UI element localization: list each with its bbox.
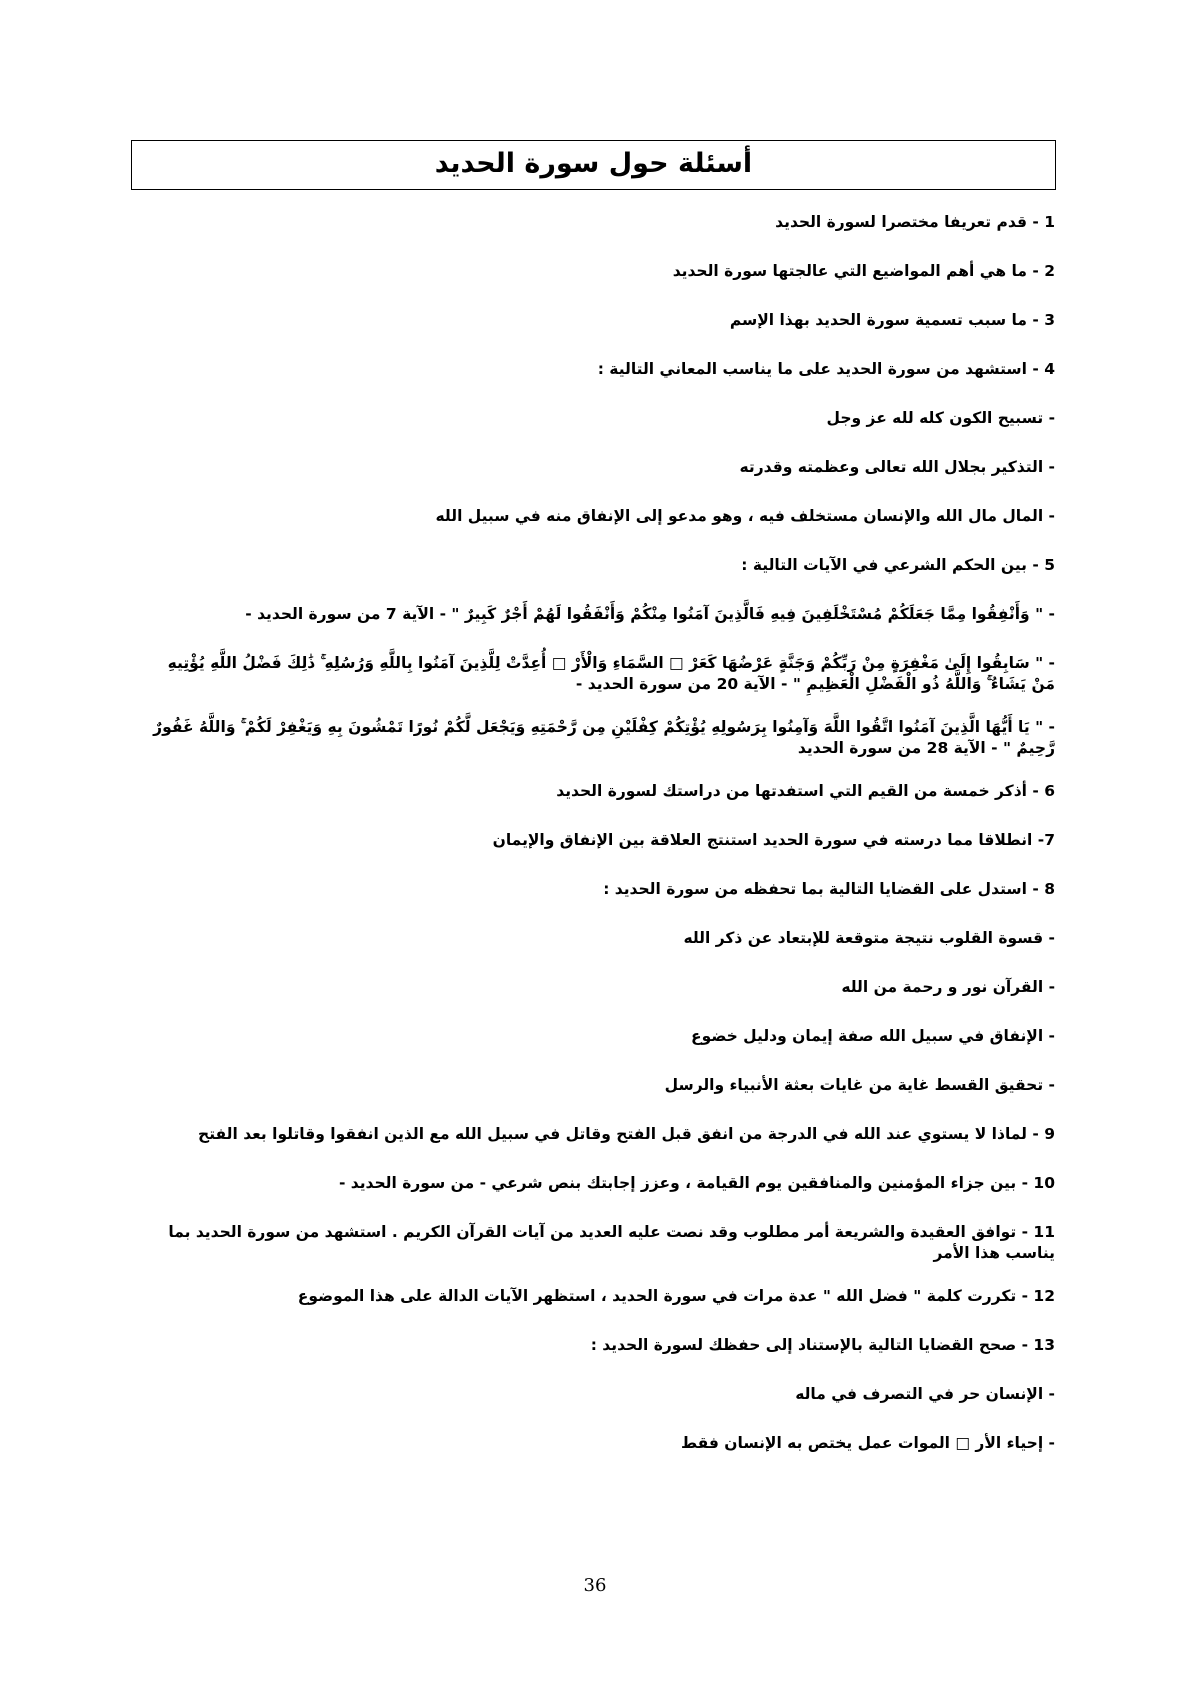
page-title: أسئلة حول سورة الحديد	[131, 140, 1056, 190]
list-item: 1 - قدم تعريفا مختصرا لسورة الحديد	[775, 213, 1055, 231]
list-item: - المال مال الله والإنسان مستخلف فيه ، وهو مدعو إلى الإنفاق منه في سبيل الله	[435, 507, 1055, 525]
list-item: 12 - تكررت كلمة " فضل الله " عدة مرات في سورة الحديد ، استظهر الآيات الدالة على هذا الموضوع	[297, 1287, 1055, 1305]
list-item: 10 - بين جزاء المؤمنين والمنافقين يوم القيامة ، وعزز إجابتك بنص شرعي - من سورة الحديد -	[338, 1174, 1055, 1192]
list-item: 8 - استدل على القضايا التالية بما تحفظه من سورة الحديد :	[603, 880, 1055, 898]
list-item: - تحقيق القسط غاية من غايات بعثة الأنبياء والرسل	[664, 1076, 1055, 1094]
list-item: - الإنسان حر في التصرف في ماله	[795, 1385, 1055, 1403]
page-number: 36	[583, 1575, 607, 1596]
list-item: - الإنفاق في سبيل الله صفة إيمان ودليل خضوع	[691, 1027, 1055, 1045]
list-item: - " يَا أَيُّهَا الَّذِينَ آمَنُوا اتَّقُوا اللَّهَ وَآمِنُوا بِرَسُولِهِ يُؤْتِكُمْ كِفْلَيْنِ مِن رَّحْمَتِهِ وَيَجْعَل لَّكُمْ نُورًا تَمْشُونَ بِهِ وَيَغْفِرْ لَكُمْ ۚ وَاللَّهُ غَفُورٌ رَّحِيمٌ " - الآية 28 من سورة الحديد	[153, 718, 1055, 757]
list-item: - قسوة القلوب نتيجة متوقعة للإبتعاد عن ذكر الله	[683, 929, 1055, 947]
list-item: - " وَأَنْفِقُوا مِمَّا جَعَلَكُمْ مُسْتَخْلَفِينَ فِيهِ فَالَّذِينَ آمَنُوا مِنْكُمْ وَأَنْفَقُوا لَهُمْ أَجْرٌ كَبِيرٌ " - الآية 7 من سورة الحديد -	[245, 605, 1055, 623]
list-item: 11 - توافق العقيدة والشريعة أمر مطلوب وقد نصت عليه العديد من آيات القرآن الكريم . استشهد من سورة الحديد بما يناسب هذا الأمر	[168, 1223, 1055, 1262]
list-item: - القرآن نور و رحمة من الله	[841, 978, 1055, 996]
list-item: - التذكير بجلال الله تعالى وعظمته وقدرته	[739, 458, 1055, 476]
list-item: 7- انطلاقا مما درسته في سورة الحديد استنتج العلاقة بين الإنفاق والإيمان	[492, 831, 1055, 849]
questions-list	[140, 212, 1055, 1482]
list-item: 4 - استشهد من سورة الحديد على ما يناسب المعاني التالية :	[597, 360, 1055, 378]
list-item: - " سَابِقُوا إِلَىٰ مَغْفِرَةٍ مِنْ رَبِّكُمْ وَجَنَّةٍ عَرْضُهَا كَعَرْ □ السَّمَاءِ وَالْأَرْ □ أُعِدَّتْ لِلَّذِينَ آمَنُوا بِاللَّهِ وَرُسُلِهِ ۚ ذَٰلِكَ فَضْلُ اللَّهِ يُؤْتِيهِ مَنْ يَشَاءُ ۚ وَاللَّهُ ذُو الْفَضْلِ الْعَظِيمِ " - الآية 20 من سورة الحديد -	[167, 654, 1055, 693]
list-item: - تسبيح الكون كله لله عز وجل	[826, 409, 1055, 427]
list-item: 9 - لماذا لا يستوي عند الله في الدرجة من انفق قبل الفتح وقاتل في سبيل الله مع الذين انفقوا وقاتلوا بعد الفتح	[198, 1125, 1055, 1143]
list-item: 5 - بين الحكم الشرعي في الآيات التالية :	[741, 556, 1055, 574]
list-item: - إحياء الأر □ الموات عمل يختص به الإنسان فقط	[680, 1434, 1055, 1452]
list-item: 2 - ما هي أهم المواضيع التي عالجتها سورة الحديد	[672, 262, 1055, 280]
list-item: 13 - صحح القضايا التالية بالإستناد إلى حفظك لسورة الحديد :	[590, 1336, 1055, 1354]
list-item: 3 - ما سبب تسمية سورة الحديد بهذا الإسم	[729, 311, 1055, 329]
list-item: 6 - أذكر خمسة من القيم التي استفدتها من دراستك لسورة الحديد	[556, 782, 1055, 800]
